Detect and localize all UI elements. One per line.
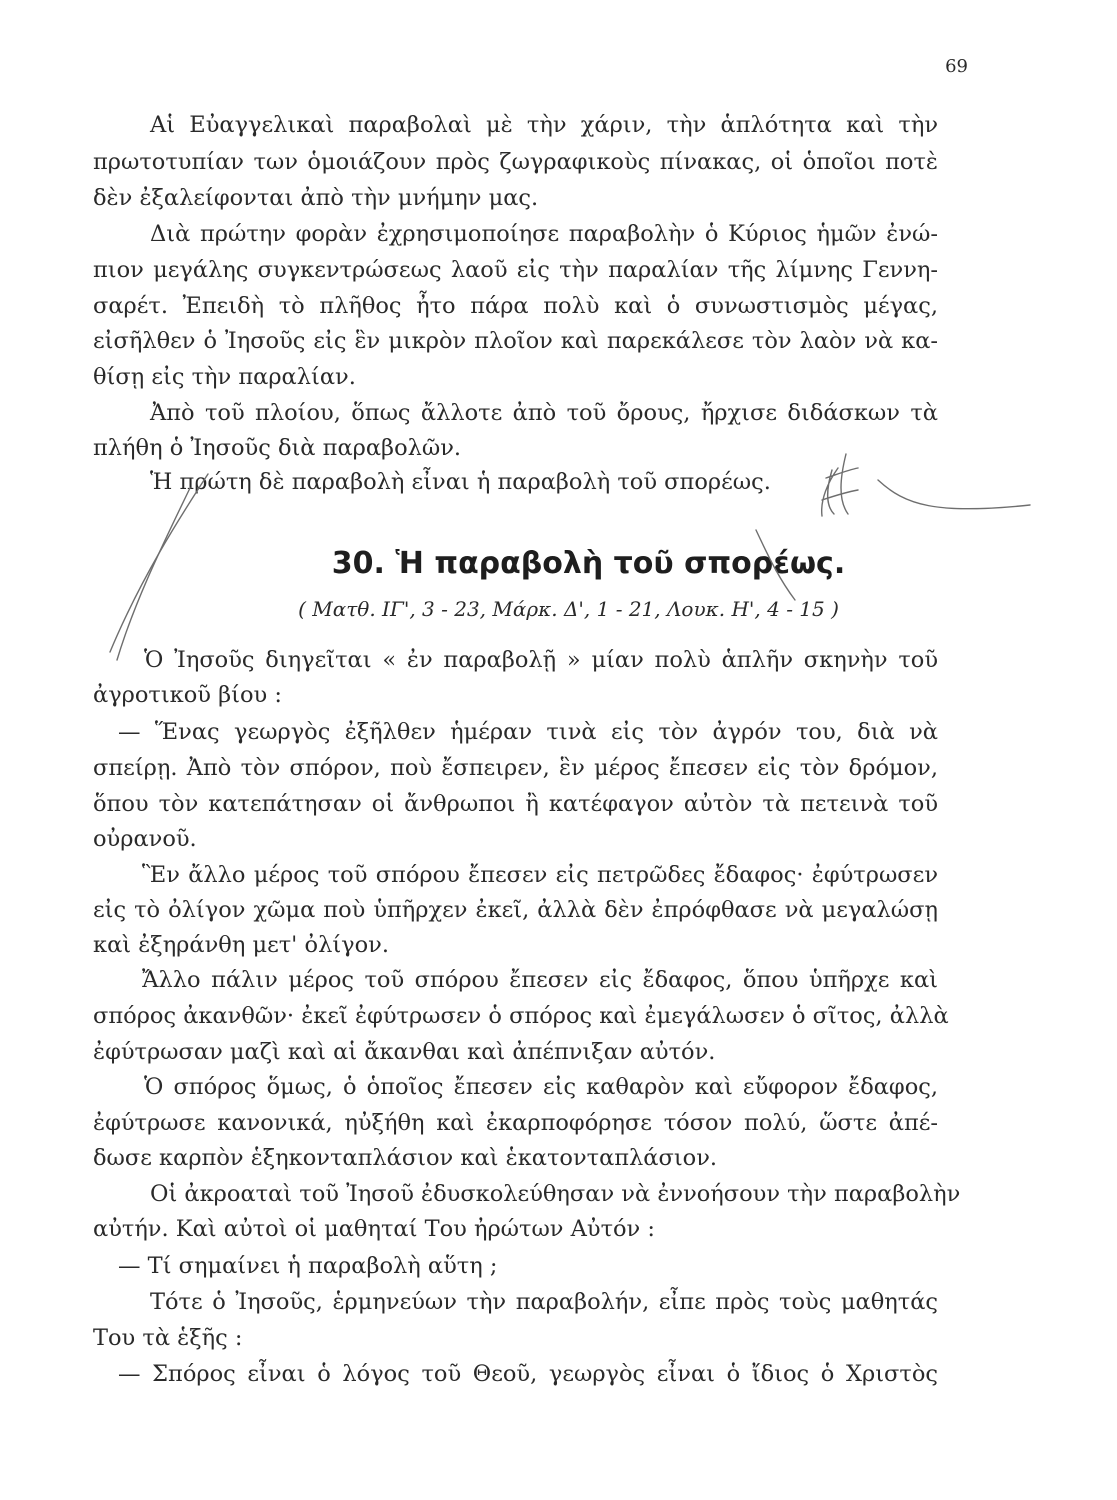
text-line: Ἡ πρώτη δὲ παραβολὴ εἶναι ἡ παραβολὴ τοῦ σπορέως. xyxy=(150,469,771,495)
text-line: δὲν ἐξαλείφονται ἀπὸ τὴν μνήμην μας. xyxy=(93,185,539,211)
text-line: καὶ ἐξηράνθη μετ' ὀλίγον. xyxy=(93,932,389,958)
text-line: Διὰ πρώτην φορὰν ἐχρησιμοποίησε παραβολὴν ὁ Κύριος ἡμῶν ἐνώ- xyxy=(150,221,938,247)
text-line: οὐρανοῦ. xyxy=(93,826,197,852)
text-line: Του τὰ ἑξῆς : xyxy=(93,1325,243,1351)
text-line: πλήθη ὁ Ἰησοῦς διὰ παραβολῶν. xyxy=(93,435,462,461)
text-line: σαρέτ. Ἐπειδὴ τὸ πλῆθος ἦτο πάρα πολὺ καὶ ὁ συνωστισμὸς μέγας, xyxy=(93,293,938,319)
text-line: αὐτήν. Καὶ αὐτοὶ οἱ μαθηταί Του ἠρώτων Αὐτόν : xyxy=(93,1216,655,1242)
text-line: Ἀπὸ τοῦ πλοίου, ὅπως ἄλλοτε ἀπὸ τοῦ ὄρους, ἤρχισε διδάσκων τὰ xyxy=(150,400,938,426)
text-line: ἐφύτρωσε κανονικά, ηὐξήθη καὶ ἐκαρποφόρησε τόσον πολύ, ὥστε ἀπέ- xyxy=(93,1110,938,1136)
text-line: Οἱ ἀκροαταὶ τοῦ Ἰησοῦ ἐδυσκολεύθησαν νὰ ἐννοήσουν τὴν παραβολὴν xyxy=(150,1181,961,1207)
text-line: θίσῃ εἰς τὴν παραλίαν. xyxy=(93,364,356,390)
section-title: 30. Ἡ παραβολὴ τοῦ σπορέως. xyxy=(331,546,846,581)
text-line: Ἓν ἄλλο μέρος τοῦ σπόρου ἔπεσεν εἰς πετρῶδες ἔδαφος· ἐφύτρωσεν xyxy=(142,862,938,888)
text-line: σπόρος ἀκανθῶν· ἐκεῖ ἐφύτρωσεν ὁ σπόρος καὶ ἐμεγάλωσεν ὁ σῖτος, ἀλλὰ xyxy=(93,1003,949,1029)
text-line: ἐφύτρωσαν μαζὶ καὶ αἱ ἄκανθαι καὶ ἀπέπνιξαν αὐτόν. xyxy=(93,1039,716,1065)
text-line: εἰς τὸ ὀλίγον χῶμα ποὺ ὑπῆρχεν ἐκεῖ, ἀλλὰ δὲν ἐπρόφθασε νὰ μεγαλώσῃ xyxy=(93,897,938,923)
text-line: δωσε καρπὸν ἑξηκονταπλάσιον καὶ ἑκατονταπλάσιον. xyxy=(93,1145,718,1171)
text-line: — Τί σημαίνει ἡ παραβολὴ αὕτη ; xyxy=(118,1253,498,1279)
text-line: Ἄλλο πάλιν μέρος τοῦ σπόρου ἔπεσεν εἰς ἔδαφος, ὅπου ὑπῆρχε καὶ xyxy=(142,967,938,993)
text-line: ὅπου τὸν κατεπάτησαν οἱ ἄνθρωποι ἢ κατέφαγον αὐτὸν τὰ πετεινὰ τοῦ xyxy=(93,791,938,817)
page-number: 69 xyxy=(945,56,968,77)
text-line: Τότε ὁ Ἰησοῦς, ἑρμηνεύων τὴν παραβολήν, εἶπε πρὸς τοὺς μαθητάς xyxy=(150,1289,938,1315)
text-line: ἀγροτικοῦ βίου : xyxy=(93,682,282,708)
text-line: — Σπόρος εἶναι ὁ λόγος τοῦ Θεοῦ, γεωργὸς εἶναι ὁ ἴδιος ὁ Χριστὸς xyxy=(118,1361,938,1387)
section-references: ( Ματθ. ΙΓ', 3 - 23, Μάρκ. Δ', 1 - 21, Λουκ. Η', 4 - 15 ) xyxy=(298,597,839,621)
text-line: πρωτοτυπίαν των ὁμοιάζουν πρὸς ζωγραφικοὺς πίνακας, οἱ ὁποῖοι ποτὲ xyxy=(93,149,938,175)
text-line: πιον μεγάλης συγκεντρώσεως λαοῦ εἰς τὴν παραλίαν τῆς λίμνης Γεννη- xyxy=(93,257,938,283)
text-line: — Ἕνας γεωργὸς ἐξῆλθεν ἡμέραν τινὰ εἰς τὸν ἀγρόν του, διὰ νὰ xyxy=(118,719,938,745)
text-line: Ὁ Ἰησοῦς διηγεῖται « ἐν παραβολῇ » μίαν πολὺ ἁπλῆν σκηνὴν τοῦ xyxy=(144,647,938,673)
text-line: Ὁ σπόρος ὅμως, ὁ ὁποῖος ἔπεσεν εἰς καθαρὸν καὶ εὔφορον ἔδαφος, xyxy=(144,1074,938,1100)
text-line: εἰσῆλθεν ὁ Ἰησοῦς εἰς ἓν μικρὸν πλοῖον καὶ παρεκάλεσε τὸν λαὸν νὰ κα- xyxy=(93,328,938,354)
text-line: Αἱ Εὐαγγελικαὶ παραβολαὶ μὲ τὴν χάριν, τὴν ἁπλότητα καὶ τὴν xyxy=(150,112,938,138)
text-line: σπείρῃ. Ἀπὸ τὸν σπόρον, ποὺ ἔσπειρεν, ἓν μέρος ἔπεσεν εἰς τὸν δρόμον, xyxy=(93,755,938,781)
